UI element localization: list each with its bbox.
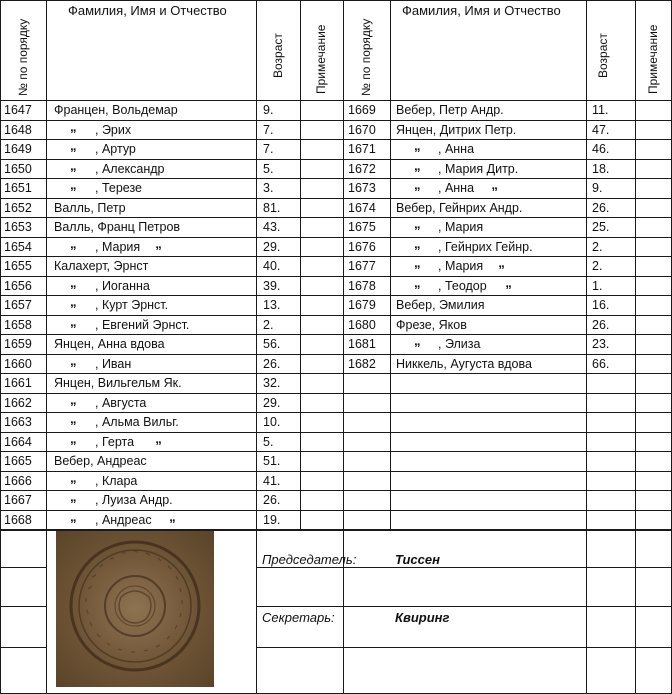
grid-line [0,530,1,694]
age-value: 16. [592,298,610,312]
row-number: 1682 [348,356,376,371]
age-value: 1. [592,278,603,293]
row-number: 1654 [4,239,32,254]
age-value: 32. [263,376,281,390]
grid-line [256,606,672,607]
row-number: 1668 [4,512,32,527]
ditto-mark: „ [414,157,421,173]
person-name: , Иван [95,356,132,371]
row-number: 1650 [4,161,32,176]
grid-line [635,0,636,694]
secretary-label: Секретарь: [262,610,335,625]
row-number: 1672 [348,161,376,176]
person-name: , Гейнрих Гейнр. [438,239,533,254]
ditto-mark: „ [70,508,77,524]
person-name: , Луиза Андр. [95,493,173,507]
row-number: 1648 [4,122,32,137]
ditto-mark: „ [70,469,77,485]
ditto-mark: „ [70,489,77,504]
secretary-name: Квиринг [395,610,450,625]
person-name: , Александр [95,161,165,176]
age-value: 56. [263,337,281,351]
person-name: , Анна [438,142,475,156]
ditto-mark: „ [70,177,77,192]
grid-line [0,606,46,607]
age-value: 51. [263,454,281,468]
ditto-mark: „ [70,313,77,329]
row-number: 1647 [4,103,32,117]
person-name: , Анна [438,181,475,195]
ditto-mark: „ [155,430,162,446]
row-number: 1675 [348,220,376,234]
age-value: 5. [263,434,274,449]
ditto-mark: „ [414,333,421,348]
ditto-mark: „ [70,391,77,407]
ditto-mark: „ [414,274,421,290]
row-number: 1667 [4,493,32,507]
row-number: 1676 [348,239,376,254]
person-name: Вебер, Гейнрих Андр. [396,200,523,215]
age-value: 9. [263,103,274,117]
row-number: 1666 [4,473,32,488]
person-name: Янцен, Анна вдова [54,337,165,351]
header-note-left: Примечание [314,24,328,94]
person-name: Никкель, Аугуста вдова [396,356,532,371]
age-value: 5. [263,161,274,176]
person-name: Францен, Вольдемар [54,103,178,117]
row-number: 1665 [4,454,32,468]
age-value: 2. [592,239,603,254]
person-name: , Андреас [95,512,152,527]
row-number: 1677 [348,259,376,273]
person-name: , Иоганна [95,278,150,293]
person-name: Калахерт, Эрнст [54,259,149,273]
ditto-mark: „ [70,274,77,290]
header-number-right: № по порядку [359,18,373,96]
ditto-mark: „ [155,235,162,251]
ditto-mark: „ [70,118,77,134]
age-value: 2. [592,259,603,273]
person-name: Валль, Петр [54,200,126,215]
ditto-mark: „ [414,177,421,192]
ditto-mark: „ [414,216,421,231]
person-name: , Герта [95,434,135,449]
ditto-mark: „ [498,255,505,270]
age-value: 25. [592,220,610,234]
row-number: 1670 [348,122,376,137]
row-number: 1679 [348,298,376,312]
ditto-mark: „ [169,508,176,524]
age-value: 19. [263,512,281,527]
grid-line [0,0,672,1]
row-number: 1663 [4,415,32,429]
row-number: 1680 [348,317,376,332]
age-value: 26. [592,317,610,332]
person-name: , Мария [95,239,141,254]
header-name-right: Фамилия, Имя и Отчество [402,3,561,18]
row-number: 1652 [4,200,32,215]
age-value: 29. [263,395,281,410]
row-number: 1656 [4,278,32,293]
header-age-left: Возраст [271,33,285,78]
ditto-mark: „ [70,411,77,426]
header-number-left: № по порядку [16,18,30,96]
age-value: 66. [592,356,610,371]
ditto-mark: „ [70,430,77,446]
row-number: 1681 [348,337,376,351]
row-number: 1661 [4,376,32,390]
ditto-mark: „ [70,157,77,173]
row-number: 1649 [4,142,32,156]
grid-line [256,0,257,694]
chairman-name: Тиссен [395,552,440,567]
age-value: 40. [263,259,281,273]
grid-line [0,647,46,648]
age-value: 3. [263,181,274,195]
row-number: 1678 [348,278,376,293]
header-name-left: Фамилия, Имя и Отчество [68,3,227,18]
row-number: 1658 [4,317,32,332]
age-value: 29. [263,239,281,254]
age-value: 81. [263,200,281,215]
grid-line [256,647,672,648]
person-name: , Мария [438,220,484,234]
header-note-right: Примечание [646,24,660,94]
row-number: 1662 [4,395,32,410]
person-name: , Евгений Эрнст. [95,317,190,332]
age-value: 26. [263,493,281,507]
ditto-mark: „ [505,274,512,290]
person-name: Янцен, Дитрих Петр. [396,122,517,137]
age-value: 7. [263,142,274,156]
row-number: 1660 [4,356,32,371]
age-value: 13. [263,298,281,312]
person-name: Вебер, Эмилия [396,298,485,312]
grid-line [0,567,46,568]
age-value: 41. [263,473,281,488]
row-number: 1655 [4,259,32,273]
ditto-mark: „ [70,294,77,309]
age-value: 11. [592,103,609,117]
row-number: 1673 [348,181,376,195]
person-name: Валль, Франц Петров [54,220,181,234]
header-age-right: Возраст [596,33,610,78]
row-number: 1659 [4,337,32,351]
age-value: 39. [263,278,281,293]
person-name: Вебер, Петр Андр. [396,103,504,117]
ditto-mark: „ [414,235,421,251]
age-value: 10. [263,415,281,429]
age-value: 26. [592,200,610,215]
age-value: 2. [263,317,274,332]
row-number: 1651 [4,181,32,195]
person-name: , Мария [438,259,484,273]
grid-line [586,0,587,694]
age-value: 43. [263,220,281,234]
person-name: Янцен, Вильгельм Як. [54,376,182,390]
row-number: 1674 [348,200,376,215]
row-number: 1669 [348,103,376,117]
ditto-mark: „ [70,138,77,153]
age-value: 23. [592,337,610,351]
person-name: , Клара [95,473,138,488]
row-number: 1653 [4,220,32,234]
age-value: 18. [592,161,610,176]
ditto-mark: „ [414,138,421,153]
seal-stamp-image [56,531,214,687]
person-name: , Эрих [95,122,132,137]
age-value: 9. [592,181,603,195]
person-name: , Терезе [95,181,143,195]
age-value: 7. [263,122,274,137]
person-name: Фрезе, Яков [396,317,467,332]
person-name: , Августа [95,395,147,410]
ditto-mark: „ [70,235,77,251]
grid-line [46,530,47,694]
age-value: 47. [592,122,610,137]
person-name: , Теодор [438,278,487,293]
ditto-mark: „ [414,255,421,270]
row-number: 1671 [348,142,376,156]
person-name: , Элиза [438,337,481,351]
age-value: 46. [592,142,610,156]
row-number: 1664 [4,434,32,449]
grid-line [343,0,344,694]
person-name: , Курт Эрнст. [95,298,169,312]
person-name: Вебер, Андреас [54,454,147,468]
ditto-mark: „ [491,177,498,192]
chairman-label: Председатель: [262,552,357,567]
person-name: , Мария Дитр. [438,161,519,176]
person-name: , Артур [95,142,136,156]
round-seal-icon [66,537,204,675]
age-value: 26. [263,356,281,371]
ditto-mark: „ [70,352,77,368]
person-name: , Альма Вильг. [95,415,179,429]
grid-line [256,567,672,568]
row-number: 1657 [4,298,32,312]
